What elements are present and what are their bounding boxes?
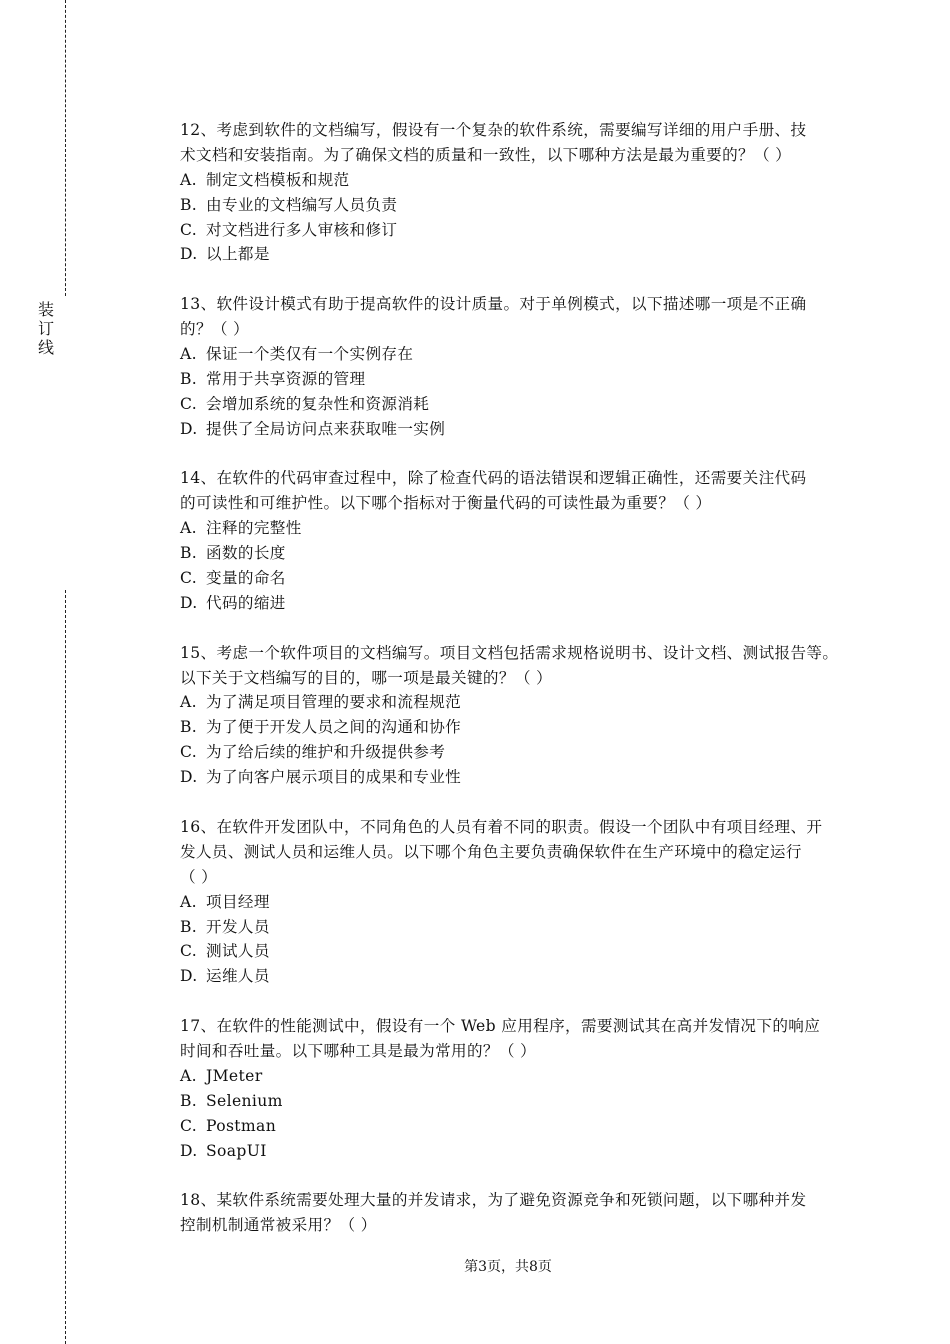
option-text: 提供了全局访问点来获取唯一实例	[206, 419, 446, 438]
question	[180, 815, 840, 989]
option-text: 代码的缩进	[206, 593, 286, 612]
option-letter: A.	[180, 693, 197, 712]
option-letter: B.	[180, 544, 198, 563]
option-letter: A.	[180, 170, 197, 189]
option-letter: C.	[180, 220, 198, 239]
option-text: 运维人员	[206, 967, 270, 986]
answer-option	[180, 890, 840, 915]
answer-option	[180, 218, 840, 243]
question-text: 控制机制通常被采用？（ ）	[180, 1216, 377, 1235]
option-text: 函数的长度	[206, 544, 286, 563]
option-letter: D.	[180, 967, 198, 986]
option-letter: B.	[180, 1091, 198, 1110]
option-text: 测试人员	[206, 942, 270, 961]
binding-line-bottom	[65, 590, 66, 1344]
binding-line-label: 装订线	[37, 300, 54, 357]
question	[180, 292, 840, 441]
option-text: 为了便于开发人员之间的沟通和协作	[206, 718, 462, 737]
question-text: 14、在软件的代码审查过程中，除了检查代码的语法错误和逻辑正确性，还需要关注代码	[180, 469, 807, 488]
option-text: 会增加系统的复杂性和资源消耗	[206, 394, 430, 413]
option-text: 制定文档模板和规范	[206, 170, 350, 189]
option-text: 注释的完整性	[206, 519, 302, 538]
question	[180, 466, 840, 615]
option-letter: B.	[180, 718, 198, 737]
answer-option	[180, 939, 840, 964]
option-text: 对文档进行多人审核和修订	[206, 220, 398, 239]
answer-option	[180, 1114, 840, 1139]
question-text: 16、在软件开发团队中，不同角色的人员有着不同的职责。假设一个团队中有项目经理、开	[180, 817, 823, 836]
question-text: 的可读性和可维护性。以下哪个指标对于衡量代码的可读性最为重要？（ ）	[180, 494, 712, 513]
option-text: 为了满足项目管理的要求和流程规范	[206, 693, 462, 712]
answer-option	[180, 1089, 840, 1114]
question-text: 18、某软件系统需要处理大量的并发请求，为了避免资源竞争和死锁问题，以下哪种并发	[180, 1191, 807, 1210]
answer-option	[180, 367, 840, 392]
question-text: 17、在软件的性能测试中，假设有一个 Web 应用程序，需要测试其在高并发情况下的响应	[180, 1017, 821, 1036]
answer-option	[180, 516, 840, 541]
option-letter: A.	[180, 519, 197, 538]
option-letter: B.	[180, 195, 198, 214]
answer-option	[180, 715, 840, 740]
answer-option	[180, 541, 840, 566]
option-letter: A.	[180, 345, 197, 364]
answer-option	[180, 1139, 840, 1164]
option-letter: B.	[180, 369, 198, 388]
option-letter: D.	[180, 593, 198, 612]
option-text: 开发人员	[206, 917, 270, 936]
option-letter: A.	[180, 892, 197, 911]
option-text: 为了向客户展示项目的成果和专业性	[206, 768, 462, 787]
question-text: 时间和吞吐量。以下哪种工具是最为常用的？（ ）	[180, 1041, 537, 1060]
answer-option	[180, 765, 840, 790]
question-text: 13、软件设计模式有助于提高软件的设计质量。对于单例模式，以下描述哪一项是不正确	[180, 295, 807, 314]
answer-option	[180, 1064, 840, 1089]
answer-option	[180, 193, 840, 218]
option-letter: A.	[180, 1066, 197, 1085]
option-text: 以上都是	[206, 245, 270, 264]
question	[180, 118, 840, 267]
question	[180, 641, 840, 790]
answer-option	[180, 964, 840, 989]
question-text: 12、考虑到软件的文档编写，假设有一个复杂的软件系统，需要编写详细的用户手册、技	[180, 121, 807, 139]
option-text: Selenium	[206, 1091, 283, 1110]
option-letter: C.	[180, 394, 198, 413]
answer-option	[180, 342, 840, 367]
question-text: 术文档和安装指南。为了确保文档的质量和一致性，以下哪种方法是最为重要的？（ ）	[180, 145, 792, 164]
answer-option	[180, 242, 840, 267]
question-text: 的？（ ）	[180, 320, 250, 339]
option-text: 变量的命名	[206, 569, 286, 588]
answer-option	[180, 392, 840, 417]
question-text: 以下关于文档编写的目的，哪一项是最关键的？（ ）	[180, 668, 553, 687]
answer-option	[180, 915, 840, 940]
question-text: （ ）	[180, 867, 218, 886]
option-letter: B.	[180, 917, 198, 936]
option-letter: D.	[180, 1141, 198, 1160]
option-text: SoapUI	[206, 1141, 267, 1160]
question-text: 15、考虑一个软件项目的文档编写。项目文档包括需求规格说明书、设计文档、测试报告等。	[180, 643, 839, 662]
option-text: 保证一个类仅有一个实例存在	[206, 345, 414, 364]
option-letter: D.	[180, 245, 198, 264]
option-text: JMeter	[206, 1066, 263, 1085]
answer-option	[180, 566, 840, 591]
option-letter: C.	[180, 569, 198, 588]
option-text: 为了给后续的维护和升级提供参考	[206, 743, 446, 762]
option-letter: C.	[180, 1116, 198, 1135]
answer-option	[180, 740, 840, 765]
answer-option	[180, 168, 840, 193]
option-text: 项目经理	[206, 892, 270, 911]
option-text: 常用于共享资源的管理	[206, 369, 366, 388]
question-list	[180, 118, 840, 1263]
answer-option	[180, 591, 840, 616]
option-letter: C.	[180, 942, 198, 961]
option-text: Postman	[206, 1116, 277, 1135]
question-text: 发人员、测试人员和运维人员。以下哪个角色主要负责确保软件在生产环境中的稳定运行	[180, 842, 802, 861]
option-text: 由专业的文档编写人员负责	[206, 195, 398, 214]
answer-option	[180, 690, 840, 715]
question	[180, 1014, 840, 1163]
option-letter: D.	[180, 768, 198, 787]
question	[180, 1188, 840, 1238]
binding-line-top	[65, 0, 66, 296]
page-number: 第3页，共8页	[464, 1259, 552, 1275]
option-letter: C.	[180, 743, 198, 762]
option-letter: D.	[180, 419, 198, 438]
answer-option	[180, 417, 840, 442]
